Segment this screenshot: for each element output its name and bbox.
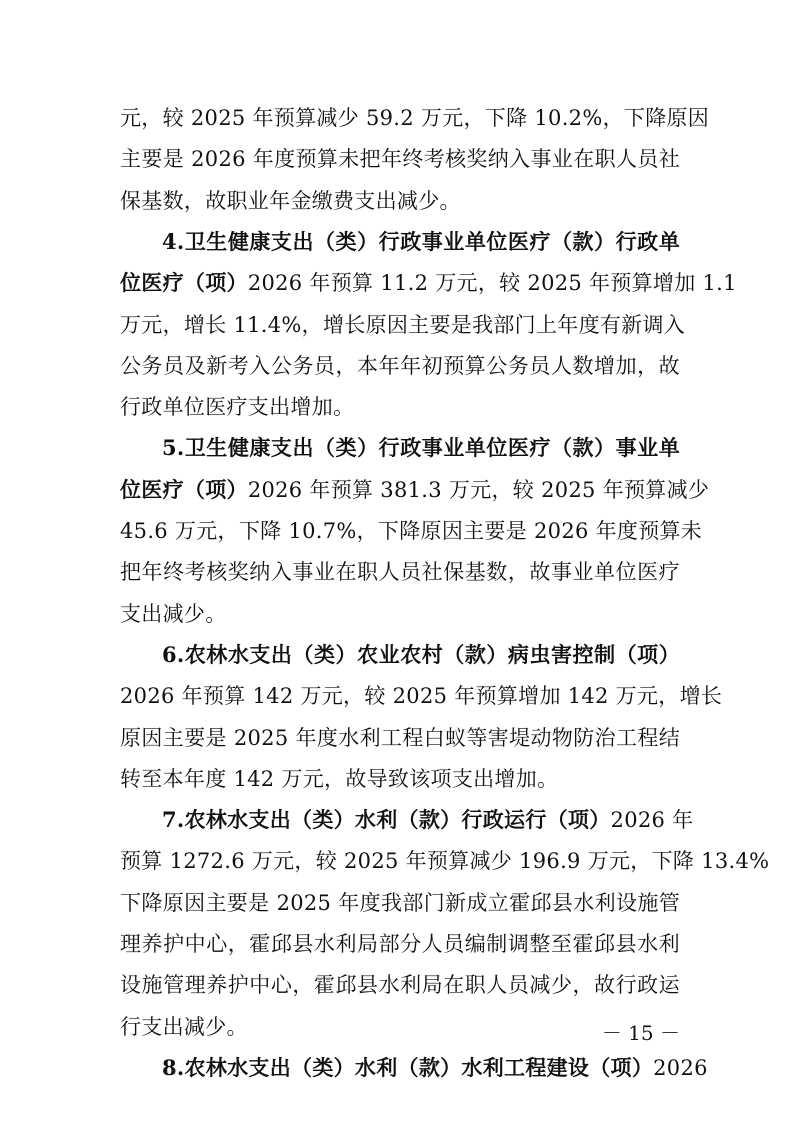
text-line: 理养护中心，霍邱县水利局部分人员编制调整至霍邱县水利 (120, 932, 680, 956)
text-line: 2026 年预算 142 万元，较 2025 年预算增加 142 万元，增长 (120, 684, 723, 708)
text-line: 保基数，故职业年金缴费支出减少。 (120, 189, 461, 213)
section-heading: 5.卫生健康支出（类）行政事业单位医疗（款）事业单 (162, 435, 680, 460)
section-heading: 位医疗（项） (120, 477, 248, 502)
text-line: 把年终考核奖纳入事业在职人员社保基数，故事业单位医疗 (120, 560, 680, 584)
section-heading: 位医疗（项） (120, 270, 248, 295)
text-line: 主要是 2026 年度预算未把年终考核奖纳入事业在职人员社 (120, 147, 680, 171)
line-text: 2026 年 (610, 808, 694, 832)
line-text: 2026 年预算 11.2 万元，较 2025 年预算增加 1.1 (247, 271, 737, 295)
text-line (162, 433, 680, 463)
section-heading: 7.农林水支出（类）水利（款）行政运行（项） (162, 807, 611, 832)
line-text: 2026 年预算 381.3 万元，较 2025 年预算减少 (247, 478, 710, 502)
text-line: 万元，增长 11.4%，增长原因主要是我部门上年度有新调入 (120, 313, 686, 337)
text-line: 公务员及新考入公务员，本年年初预算公务员人数增加，故 (120, 354, 680, 378)
text-line: 下降原因主要是 2025 年度我部门新成立霍邱县水利设施管 (120, 891, 680, 915)
text-line (120, 475, 710, 505)
text-line (162, 227, 680, 257)
page-number: － 15 － (601, 1021, 680, 1045)
text-line: 45.6 万元，下降 10.7%，下降原因主要是 2026 年度预算未 (120, 519, 703, 543)
text-line: 行支出减少。 (120, 1015, 248, 1039)
text-line: 元，较 2025 年预算减少 59.2 万元，下降 10.2%，下降原因 (120, 106, 710, 130)
line-text: 2026 (653, 1056, 708, 1080)
text-line (162, 1053, 708, 1083)
section-heading: 4.卫生健康支出（类）行政事业单位医疗（款）行政单 (162, 229, 680, 254)
text-line: 预算 1272.6 万元，较 2025 年预算减少 196.9 万元，下降 13.4% (120, 849, 770, 873)
text-line (162, 805, 694, 835)
section-heading: 6.农林水支出（类）农业农村（款）病虫害控制（项） (162, 642, 680, 667)
text-line: 行政单位医疗支出增加。 (120, 395, 355, 419)
text-line (120, 268, 737, 298)
text-line: 支出减少。 (120, 602, 227, 626)
text-line: 设施管理养护中心，霍邱县水利局在职人员减少，故行政运 (120, 973, 680, 997)
section-heading: 8.农林水支出（类）水利（款）水利工程建设（项） (162, 1055, 654, 1080)
text-line (162, 640, 680, 670)
text-line: 原因主要是 2025 年度水利工程白蚁等害堤动物防治工程结 (120, 726, 680, 750)
text-line: 转至本年度 142 万元，故导致该项支出增加。 (120, 767, 559, 791)
